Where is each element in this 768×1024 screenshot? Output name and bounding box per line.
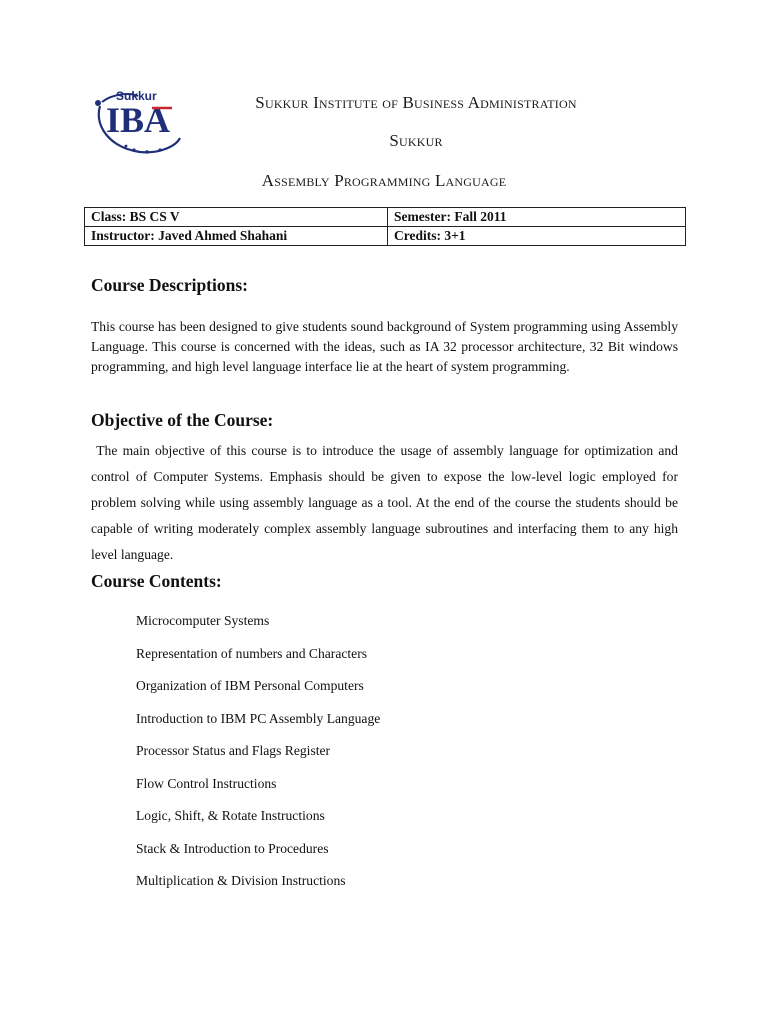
svg-text:IBA: IBA [106,100,171,140]
semester-cell: Semester: Fall 2011 [388,208,686,227]
list-item: Representation of numbers and Characters [136,645,368,661]
list-item: Logic, Shift, & Rotate Instructions [136,808,325,823]
table-row [85,208,686,227]
course-title: Assembly Programming Language [261,171,507,190]
list-item: Stack & Introduction to Procedures [136,840,329,856]
instructor-cell: Instructor: Javed Ahmed Shahani [85,227,388,246]
objective-heading: Objective of the Course: [91,410,274,430]
table-row [85,227,686,246]
list-item: Organization of IBM Personal Computers [136,678,364,693]
class-cell: Class: BS CS V [85,208,388,227]
institute-city: Sukkur [389,131,443,150]
list-item: Multiplication & Division Instructions [136,873,346,888]
contents-list [136,611,380,904]
list-item: Flow Control Instructions [136,775,277,791]
list-item: Processor Status and Flags Register [136,743,331,758]
objective-text: The main objective of this course is to introduce the usage of assembly language for optimization and control of Computer Systems. Emphasis should be given to expose the low-level logic employed for problem solving while using assembly language as a tool. At the end of the course the students should be capable of writing moderately complex assembly language subroutines and interfacing them to any high level language. [91,443,682,562]
descriptions-heading: Course Descriptions: [91,275,248,295]
descriptions-text: This course has been designed to give students sound background of System programming using Assembly Language. This course is concerned with the ideas, such as IA 32 processor architecture, 32 Bit windows programming, and high level language interface lie at the heart of system programming. [91,319,678,374]
course-info-table [84,207,686,246]
institute-name: Sukkur Institute of Business Administration [255,93,577,112]
credits-cell: Credits: 3+1 [388,227,686,246]
list-item: Microcomputer Systems [136,613,270,628]
svg-text:Sukkur: Sukkur [116,89,157,103]
contents-heading: Course Contents: [91,571,222,591]
list-item: Introduction to IBM PC Assembly Language [136,710,381,726]
